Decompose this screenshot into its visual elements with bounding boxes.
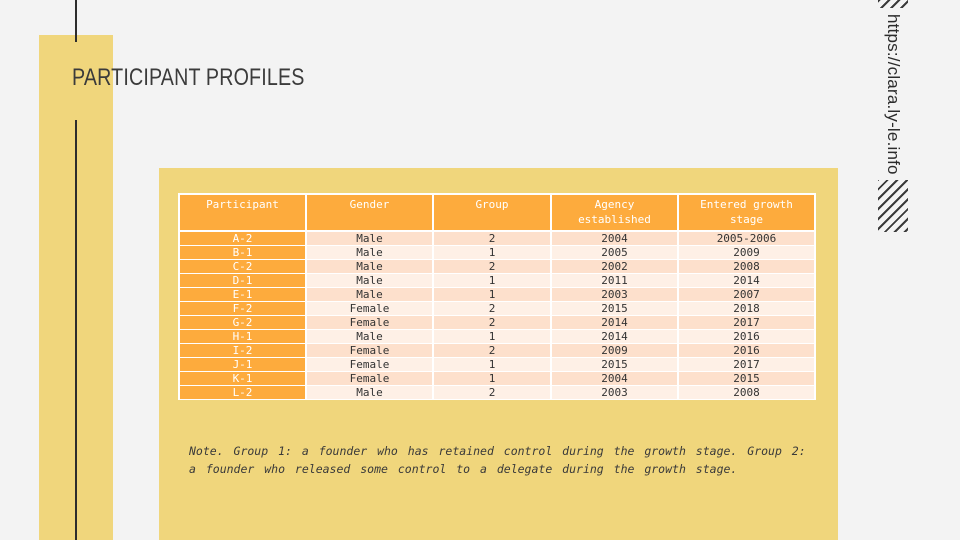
author-url: https://clara.ly-le.info: [877, 8, 909, 180]
agency-established-cell: 2004: [551, 231, 678, 246]
agency-established-cell: 2005: [551, 246, 678, 260]
table-row: [179, 302, 815, 316]
agency-established-cell: 2014: [551, 330, 678, 344]
group-cell: 1: [433, 372, 551, 386]
table-row: [179, 386, 815, 400]
header-agency-established: Agency established: [551, 194, 678, 231]
slide-title: PARTICIPANT PROFILES: [72, 64, 305, 91]
agency-established-cell: 2011: [551, 274, 678, 288]
header-group: Group: [433, 194, 551, 231]
gender-cell: Male: [306, 274, 433, 288]
gender-cell: Female: [306, 316, 433, 330]
group-cell: 1: [433, 246, 551, 260]
gender-cell: Female: [306, 372, 433, 386]
participant-cell: L-2: [179, 386, 306, 400]
agency-established-cell: 2002: [551, 260, 678, 274]
vertical-rule-top: [75, 0, 77, 42]
group-cell: 2: [433, 302, 551, 316]
growth-stage-cell: 2008: [678, 260, 815, 274]
table-header-row: [179, 194, 815, 231]
agency-established-cell: 2003: [551, 288, 678, 302]
table-row: [179, 288, 815, 302]
table-row: [179, 372, 815, 386]
participant-cell: C-2: [179, 260, 306, 274]
group-cell: 2: [433, 316, 551, 330]
growth-stage-cell: 2014: [678, 274, 815, 288]
participant-cell: B-1: [179, 246, 306, 260]
vertical-rule-bottom: [75, 120, 77, 540]
table-note: Note. Group 1: a founder who has retained control during the growth stage. Group 2: a founder who released some control to a delegate during the growth stage.: [189, 444, 806, 476]
group-cell: 1: [433, 274, 551, 288]
gender-cell: Female: [306, 344, 433, 358]
group-cell: 1: [433, 358, 551, 372]
growth-stage-cell: 2016: [678, 344, 815, 358]
table-row: [179, 330, 815, 344]
growth-stage-cell: 2016: [678, 330, 815, 344]
gender-cell: Male: [306, 288, 433, 302]
participant-cell: J-1: [179, 358, 306, 372]
group-cell: 1: [433, 330, 551, 344]
participant-cell: A-2: [179, 231, 306, 246]
group-cell: 2: [433, 386, 551, 400]
growth-stage-cell: 2015: [678, 372, 815, 386]
gender-cell: Female: [306, 358, 433, 372]
table-row: [179, 274, 815, 288]
gender-cell: Male: [306, 330, 433, 344]
gender-cell: Male: [306, 386, 433, 400]
agency-established-cell: 2003: [551, 386, 678, 400]
table-row: [179, 316, 815, 330]
gender-cell: Male: [306, 231, 433, 246]
gender-cell: Male: [306, 246, 433, 260]
table-row: [179, 260, 815, 274]
participant-cell: E-1: [179, 288, 306, 302]
growth-stage-cell: 2008: [678, 386, 815, 400]
agency-established-cell: 2015: [551, 302, 678, 316]
group-cell: 2: [433, 260, 551, 274]
table-row: [179, 246, 815, 260]
header-participant: Participant: [179, 194, 306, 231]
growth-stage-cell: 2005-2006: [678, 231, 815, 246]
table-row: [179, 231, 815, 246]
growth-stage-cell: 2017: [678, 358, 815, 372]
growth-stage-cell: 2017: [678, 316, 815, 330]
header-gender: Gender: [306, 194, 433, 231]
agency-established-cell: 2009: [551, 344, 678, 358]
growth-stage-cell: 2018: [678, 302, 815, 316]
participant-cell: F-2: [179, 302, 306, 316]
table-row: [179, 358, 815, 372]
growth-stage-cell: 2009: [678, 246, 815, 260]
agency-established-cell: 2015: [551, 358, 678, 372]
group-cell: 2: [433, 344, 551, 358]
group-cell: 1: [433, 288, 551, 302]
gender-cell: Male: [306, 260, 433, 274]
participant-table: [178, 193, 816, 400]
participant-cell: K-1: [179, 372, 306, 386]
participant-cell: G-2: [179, 316, 306, 330]
participant-cell: I-2: [179, 344, 306, 358]
growth-stage-cell: 2007: [678, 288, 815, 302]
gender-cell: Female: [306, 302, 433, 316]
agency-established-cell: 2004: [551, 372, 678, 386]
participant-cell: D-1: [179, 274, 306, 288]
table-row: [179, 344, 815, 358]
group-cell: 2: [433, 231, 551, 246]
participant-cell: H-1: [179, 330, 306, 344]
agency-established-cell: 2014: [551, 316, 678, 330]
header-entered-growth-stage: Entered growth stage: [678, 194, 815, 231]
